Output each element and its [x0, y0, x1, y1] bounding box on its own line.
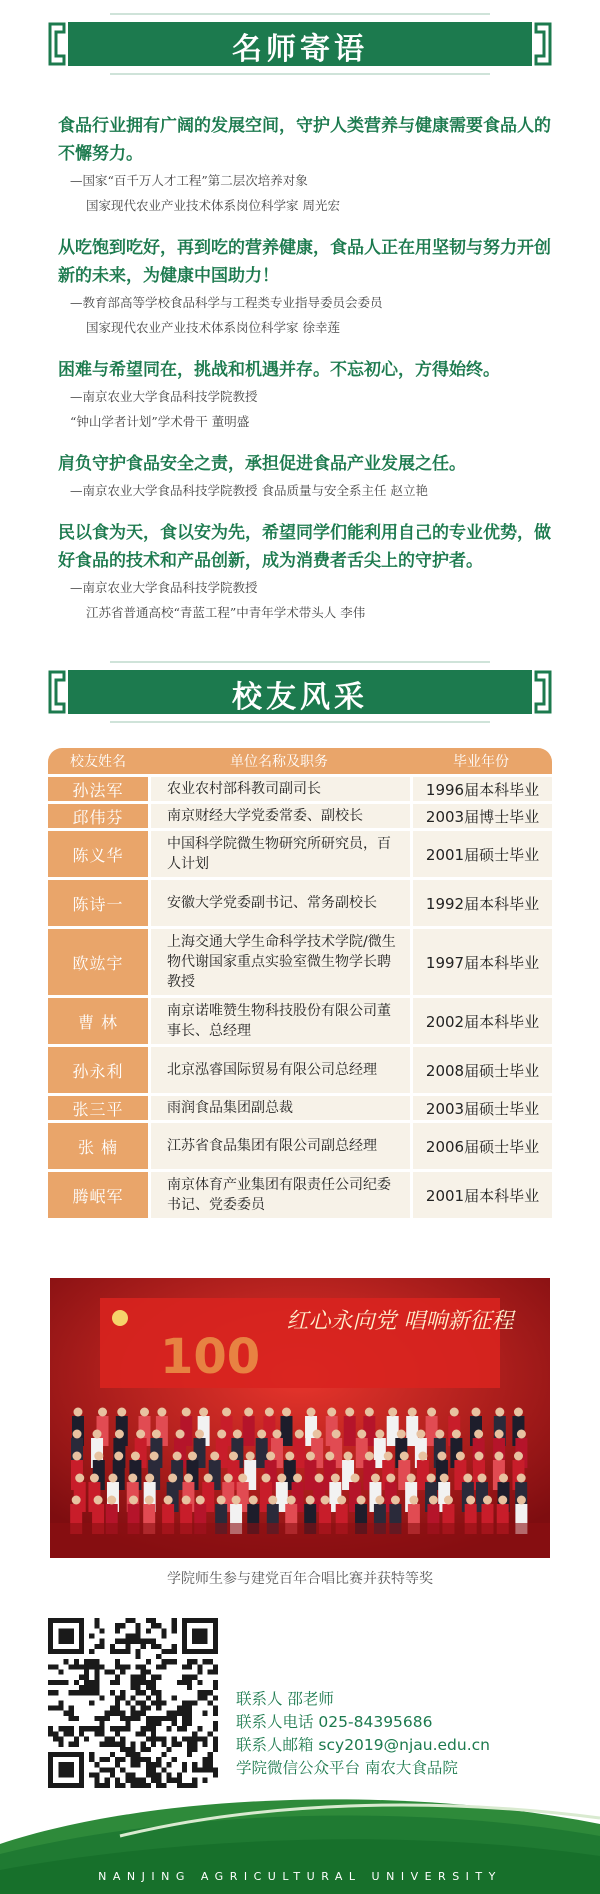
quote-text: 肩负守护食品安全之责，承担促进食品产业发展之任。	[58, 454, 466, 474]
alumni-unit: 南京体育产业集团有限责任公司纪委书记、党委委员	[151, 1172, 410, 1218]
alumni-year: 1996届本科毕业	[413, 777, 552, 801]
svg-text:100: 100	[160, 1329, 261, 1385]
table-header	[48, 748, 552, 774]
choir-photo-image	[50, 1278, 550, 1558]
quote-item	[58, 112, 558, 218]
quotes-section-title: 名师寄语	[232, 32, 368, 67]
alumni-unit: 南京财经大学党委常委、副校长	[151, 804, 410, 828]
quote-source: —国家“百千万人才工程”第二层次培养对象	[70, 173, 308, 188]
quote-item	[58, 356, 558, 434]
quote-text: 民以食为天，食以安为先，希望同学们能利用自己的专业优势，做好食品的技术和产品创新，成为消费者舌尖上的守护者。	[58, 523, 551, 571]
quote-source: —教育部高等学校食品科学与工程类专业指导委员会委员	[70, 295, 383, 310]
quote-source: —南京农业大学食品科技学院教授	[70, 389, 258, 404]
photo-caption: 学院师生参与建党百年合唱比赛并获特等奖	[167, 1571, 433, 1587]
table-row	[48, 1123, 552, 1169]
header-name: 校友姓名	[70, 754, 126, 770]
contact-person: 联系人 邵老师	[236, 1690, 334, 1708]
table-row	[48, 880, 552, 926]
footer-university-name: NANJING AGRICULTURAL UNIVERSITY	[98, 1870, 502, 1883]
header-unit: 单位名称及职务	[230, 754, 328, 770]
quote-text: 困难与希望同在，挑战和机遇并存。不忘初心，方得始终。	[58, 360, 500, 380]
quote-text: 从吃饱到吃好，再到吃的营养健康，食品人正在用坚韧与努力开创新的未来，为健康中国助力！	[58, 238, 551, 286]
quote-source-title: 国家现代农业产业技术体系岗位科学家 徐幸莲	[86, 320, 340, 335]
contact-email: 联系人邮箱 scy2019@njau.edu.cn	[236, 1736, 490, 1754]
alumni-unit: 南京诺唯赞生物科技股份有限公司董事长、总经理	[151, 998, 410, 1044]
table-row	[48, 804, 552, 828]
alumni-year: 2006届硕士毕业	[413, 1123, 552, 1169]
quote-item	[58, 519, 558, 625]
quote-source-title: 国家现代农业产业技术体系岗位科学家 周光宏	[86, 198, 340, 213]
alumni-name: 腾岷军	[48, 1172, 148, 1218]
alumni-year: 2001届本科毕业	[413, 1172, 552, 1218]
alumni-name: 欧竑宇	[48, 929, 148, 995]
table-row	[48, 777, 552, 801]
alumni-name: 张三平	[48, 1096, 148, 1120]
choir-photo	[50, 1278, 550, 1558]
alumni-year: 2001届硕士毕业	[413, 831, 552, 877]
alumni-year: 2002届本科毕业	[413, 998, 552, 1044]
quote-text: 食品行业拥有广阔的发展空间，守护人类营养与健康需要食品人的不懈努力。	[58, 116, 551, 164]
quote-item	[58, 450, 558, 503]
table-row	[48, 929, 552, 995]
alumni-name: 曹 林	[48, 998, 148, 1044]
table-row	[48, 998, 552, 1044]
alumni-year: 2003届硕士毕业	[413, 1096, 552, 1120]
alumni-name: 孙法军	[48, 777, 148, 801]
alumni-year: 2008届硕士毕业	[413, 1047, 552, 1093]
header-year: 毕业年份	[453, 754, 509, 770]
alumni-unit: 江苏省食品集团有限公司副总经理	[151, 1123, 410, 1169]
contact-wechat: 学院微信公众平台 南农大食品院	[236, 1759, 458, 1777]
contact-info	[236, 1688, 490, 1780]
stage-slogan: 红心永向党 唱响新征程	[286, 1309, 514, 1334]
quote-source: —南京农业大学食品科技学院教授	[70, 580, 258, 595]
table-row	[48, 831, 552, 877]
alumni-name: 邱伟芬	[48, 804, 148, 828]
alumni-name: 孙永利	[48, 1047, 148, 1093]
alumni-year: 1997届本科毕业	[413, 929, 552, 995]
alumni-unit: 雨润食品集团副总裁	[151, 1096, 410, 1120]
alumni-name: 陈诗一	[48, 880, 148, 926]
contact-phone: 联系人电话 025-84395686	[236, 1713, 433, 1731]
quote-source: —南京农业大学食品科技学院教授 食品质量与安全系主任 赵立艳	[70, 483, 428, 498]
quote-source-title: 江苏省普通高校“青蓝工程”中青年学术带头人 李伟	[86, 605, 366, 620]
alumni-unit: 北京泓睿国际贸易有限公司总经理	[151, 1047, 410, 1093]
quote-item	[58, 234, 558, 340]
quote-source-title: “钟山学者计划”学术骨干 董明盛	[70, 414, 250, 429]
table-row	[48, 1172, 552, 1218]
alumni-name: 张 楠	[48, 1123, 148, 1169]
quotes-section-banner	[48, 6, 552, 82]
alumni-unit: 农业农村部科教司副司长	[151, 777, 410, 801]
alumni-unit: 安徽大学党委副书记、常务副校长	[151, 880, 410, 926]
alumni-name: 陈义华	[48, 831, 148, 877]
qr-code-icon	[48, 1618, 218, 1788]
alumni-year: 1992届本科毕业	[413, 880, 552, 926]
alumni-year: 2003届博士毕业	[413, 804, 552, 828]
alumni-unit: 上海交通大学生命科学技术学院/微生物代谢国家重点实验室微生物学长聘教授	[151, 929, 410, 995]
alumni-section-title: 校友风采	[232, 680, 368, 715]
quotes-list	[58, 112, 558, 641]
alumni-unit: 中国科学院微生物研究所研究员，百人计划	[151, 831, 410, 877]
alumni-section-banner	[48, 654, 552, 730]
table-row	[48, 1047, 552, 1093]
alumni-table	[48, 748, 552, 1218]
table-row	[48, 1096, 552, 1120]
